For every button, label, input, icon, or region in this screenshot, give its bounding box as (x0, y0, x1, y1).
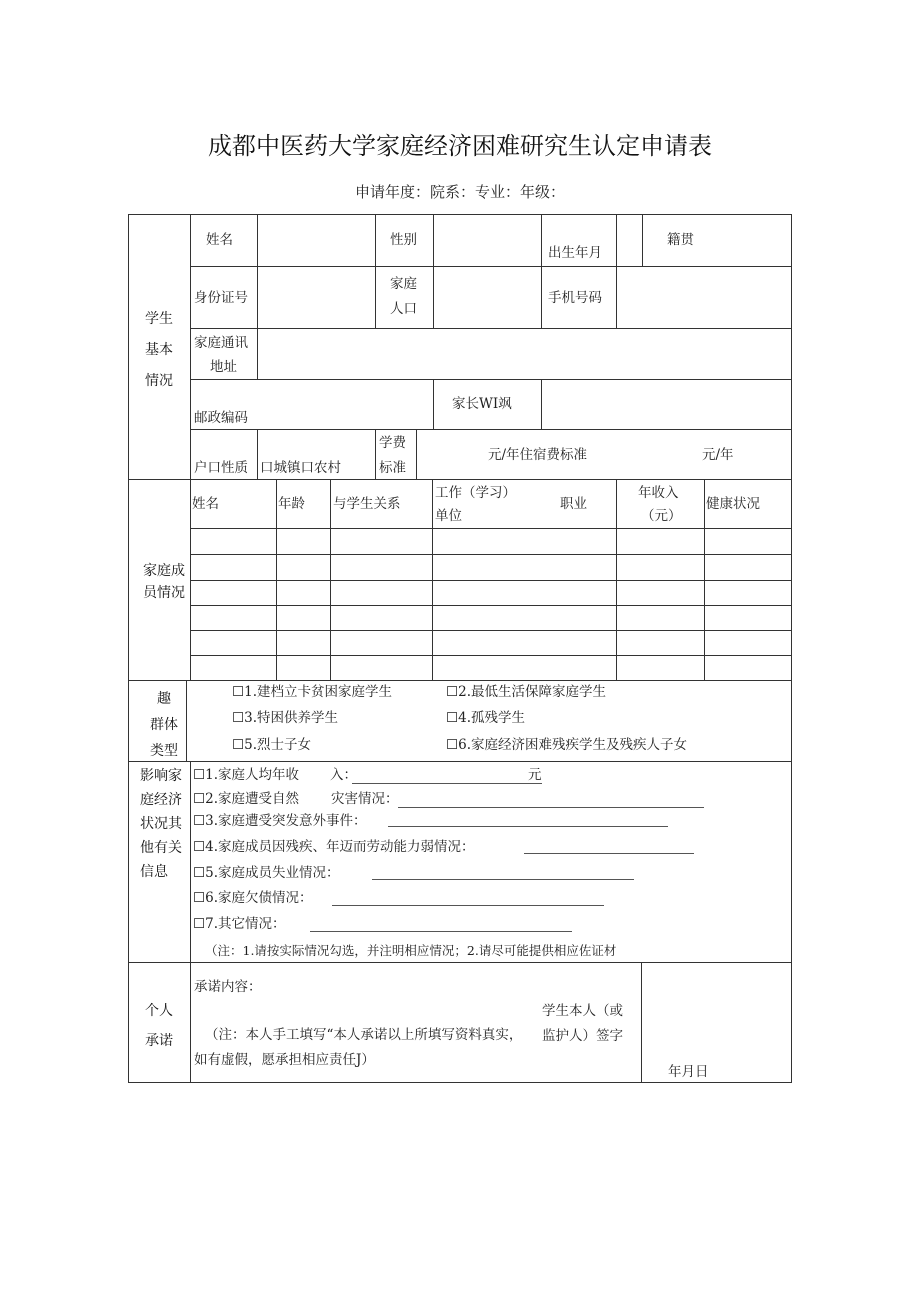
group-option-5[interactable]: ☐5.烈士子女 (232, 737, 311, 753)
input-family-pop[interactable] (434, 267, 540, 327)
input-name[interactable] (258, 215, 374, 265)
factor-disability-input[interactable] (524, 853, 694, 854)
label-phone: 手机号码 (548, 290, 602, 306)
factors-note: （注：1.请按实际情况勾选，并注明相应情况；2.请尽可能提供相应佐证材 (205, 943, 617, 958)
factor-unemployment-input[interactable] (372, 879, 634, 880)
factor-other[interactable]: ☐7.其它情况： (193, 916, 286, 932)
page-subtitle: 申请年度：院系：专业：年级： (354, 183, 565, 201)
label-name: 姓名 (206, 232, 233, 248)
input-phone[interactable] (617, 267, 790, 327)
page-title: 成都中医药大学家庭经济困难研究生认定申请表 (208, 132, 712, 160)
section-group-label: 趣 群体 类型 (150, 691, 178, 759)
pledge-note-1: （注：本人手工填写“本人承诺以上所填写资料真实， (205, 1027, 523, 1043)
input-postcode[interactable] (191, 380, 432, 428)
factor-income-unit: 元 (528, 767, 542, 783)
factor-disaster-input[interactable] (398, 807, 704, 808)
pledge-content-label: 承诺内容： (194, 979, 262, 995)
input-idcard[interactable] (258, 267, 374, 327)
pledge-note-2: 如有虚假，愿承担相应责任J） (194, 1052, 375, 1068)
col-relation: 与学生关系 (333, 496, 401, 512)
group-option-6[interactable]: ☐6.家庭经济困难残疾学生及残疾人子女 (446, 737, 687, 753)
label-birth: 出生年月 (548, 245, 602, 261)
group-option-1[interactable]: ☐1.建档立卡贫困家庭学生 (232, 684, 392, 700)
label-gender: 性别 (390, 232, 417, 248)
hukou-options[interactable]: 口城镇口农村 (260, 460, 341, 476)
col-health: 健康状况 (706, 496, 760, 512)
label-idcard: 身份证号 (194, 290, 248, 306)
factor-income-suffix: 入： (330, 767, 357, 783)
section-factors-label: 影响家 庭经济 状况其 他有关 信息 (140, 768, 182, 880)
factor-debt[interactable]: ☐6.家庭欠债情况： (193, 890, 313, 906)
input-parent-phone[interactable] (542, 380, 790, 428)
factor-accident-input[interactable] (388, 826, 668, 827)
label-hukou: 户口性质 (194, 460, 248, 476)
col-income-2: （元） (641, 508, 682, 524)
label-parent-phone: 家长WI飒 (452, 396, 512, 412)
col-name: 姓名 (192, 496, 219, 512)
section-pledge-label: 个人 承诺 (145, 1003, 173, 1049)
label-family-pop-2: 人口 (390, 301, 417, 317)
group-option-4[interactable]: ☐4.孤残学生 (446, 710, 525, 726)
pledge-sign-2: 监护人）签字 (542, 1028, 623, 1044)
col-work-2: 单位 (435, 508, 462, 524)
factor-other-input[interactable] (310, 931, 572, 932)
input-address[interactable] (258, 329, 790, 378)
group-option-2[interactable]: ☐2.最低生活保障家庭学生 (446, 684, 606, 700)
factor-disaster-suffix: 灾害情况： (331, 791, 399, 807)
label-tuition-1: 学费 (379, 435, 406, 451)
group-option-3[interactable]: ☐3.特困供养学生 (232, 710, 338, 726)
input-gender[interactable] (434, 215, 540, 265)
pledge-sign-1: 学生本人（或 (542, 1003, 623, 1019)
factor-income[interactable]: ☐1.家庭人均年收 (193, 767, 299, 783)
label-postcode: 邮政编码 (194, 410, 248, 426)
label-native: 籍贯 (667, 232, 694, 248)
col-income-1: 年收入 (638, 485, 679, 501)
factor-disaster[interactable]: ☐2.家庭遭受自然 (193, 791, 299, 807)
tuition-unit-text: 元/年住宿费标准 (488, 447, 588, 463)
label-address-1: 家庭通讯 (194, 335, 248, 351)
factor-accident[interactable]: ☐3.家庭遭受突发意外事件： (193, 813, 367, 829)
label-family-pop-1: 家庭 (390, 276, 417, 292)
col-work-1: 工作（学习） (435, 485, 516, 501)
pledge-signature-area[interactable] (642, 963, 790, 1081)
factor-disability[interactable]: ☐4.家庭成员因残疾、年迈而劳动能力弱情况： (193, 839, 475, 855)
factor-debt-input[interactable] (332, 905, 604, 906)
section-family-label: 家庭成 员情况 (143, 563, 185, 601)
col-age: 年龄 (278, 496, 305, 512)
label-tuition-2: 标准 (379, 460, 406, 476)
pledge-date: 年月日 (668, 1064, 709, 1080)
section-basic-label: 学生 基本 情况 (145, 311, 173, 389)
dorm-unit-text: 元/年 (702, 447, 734, 463)
label-address-2: 地址 (210, 359, 237, 375)
col-job: 职业 (560, 496, 587, 512)
factor-income-input[interactable] (352, 783, 542, 784)
factor-unemployment[interactable]: ☐5.家庭成员失业情况： (193, 865, 340, 881)
